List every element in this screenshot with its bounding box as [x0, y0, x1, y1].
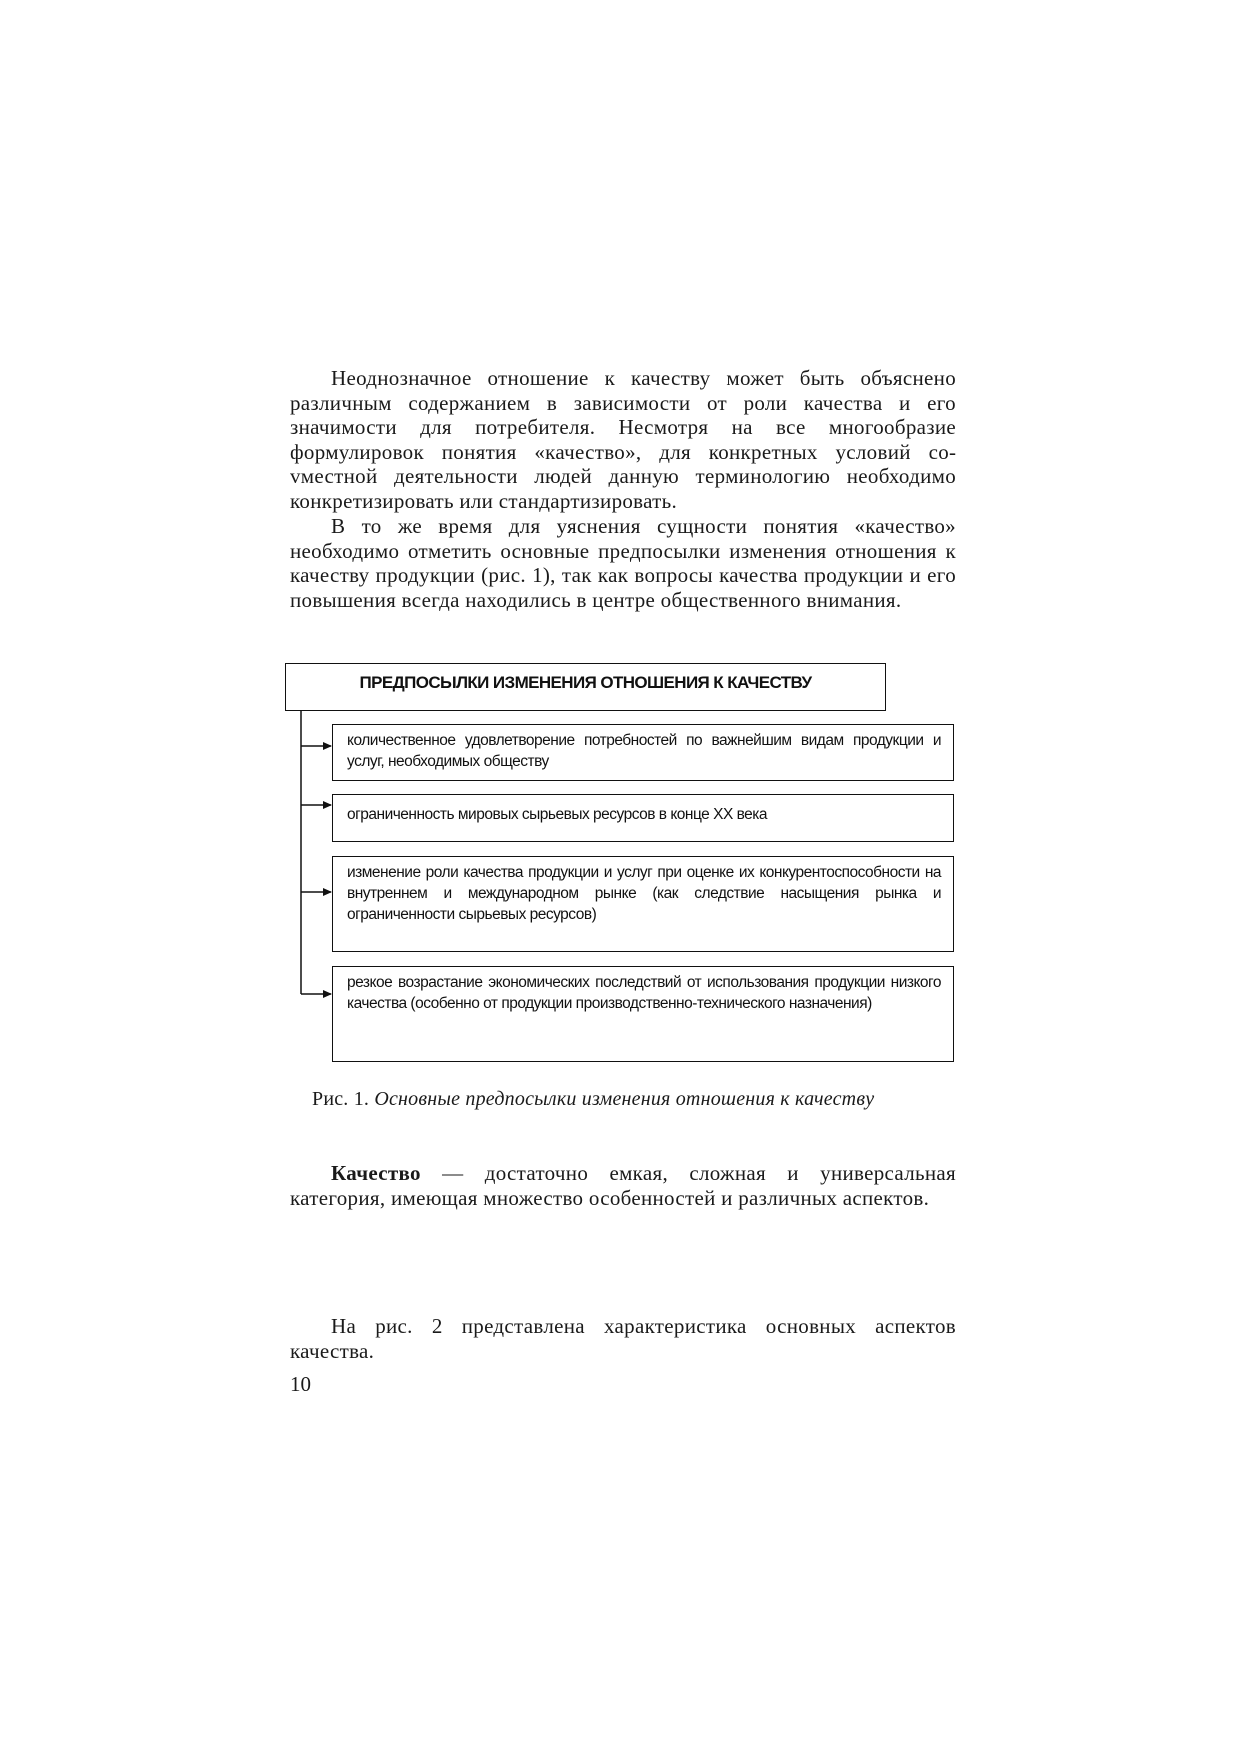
term-quality: Качество: [331, 1161, 421, 1185]
definition-text: — достаточно емкая, сложная и универсальная категория, имеющая множество особенностей и различных аспектов.: [290, 1161, 956, 1210]
diagram-title: ПРЕДПОСЫЛКИ ИЗМЕНЕНИЯ ОТНОШЕНИЯ К КАЧЕСТВУ: [359, 673, 812, 692]
diagram-item-box: ограниченность мировых сырьевых ресурсов в конце XX века: [332, 794, 954, 842]
paragraph-figure2-reference: На рис. 2 представлена характеристика основных аспектов качества.: [290, 1314, 956, 1363]
diagram-title-box: [285, 663, 886, 711]
diagram-item-box: резкое возрастание экономических последствий от использования продукции низкого качества (особенно от продукции производственно-технического назначения): [332, 966, 954, 1062]
paragraph-quality-definition: [290, 1161, 956, 1210]
paragraph-prerequisites-intro: В то же время для уяснения сущности понятия «качество» необходимо отметить основные предпосылки изменения отношения к качеству продукции (рис. 1), так как вопросы качества продукции и его повышения всегда находились в центре общественного внимания.: [290, 514, 956, 612]
figure-caption-label: Рис. 1.: [312, 1088, 375, 1110]
paragraph-quality-ambiguity: Неоднозначное отношение к качеству может быть объяснено различным содержанием в зависимости от роли качества и его значимости для потребителя. Несмотря на все многообразие формулировок понятия «качество», для конкретных условий соvместной деятельности людей данную терминологию необходимо конкретизировать или стандартизировать.: [290, 366, 956, 513]
prerequisites-diagram: [285, 663, 955, 1063]
page-number: 10: [290, 1372, 311, 1396]
diagram-item-box: количественное удовлетворение потребностей по важнейшим видам продукции и услуг, необходимых обществу: [332, 724, 954, 781]
diagram-item-box: изменение роли качества продукции и услуг при оценке их конкурентоспособности на внутреннем и международном рынке (как следствие насыщения рынка и ограниченности сырьевых ресурсов): [332, 856, 954, 952]
figure-caption: [312, 1088, 972, 1111]
figure-caption-text: Основные предпосылки изменения отношения к качеству: [374, 1088, 875, 1110]
